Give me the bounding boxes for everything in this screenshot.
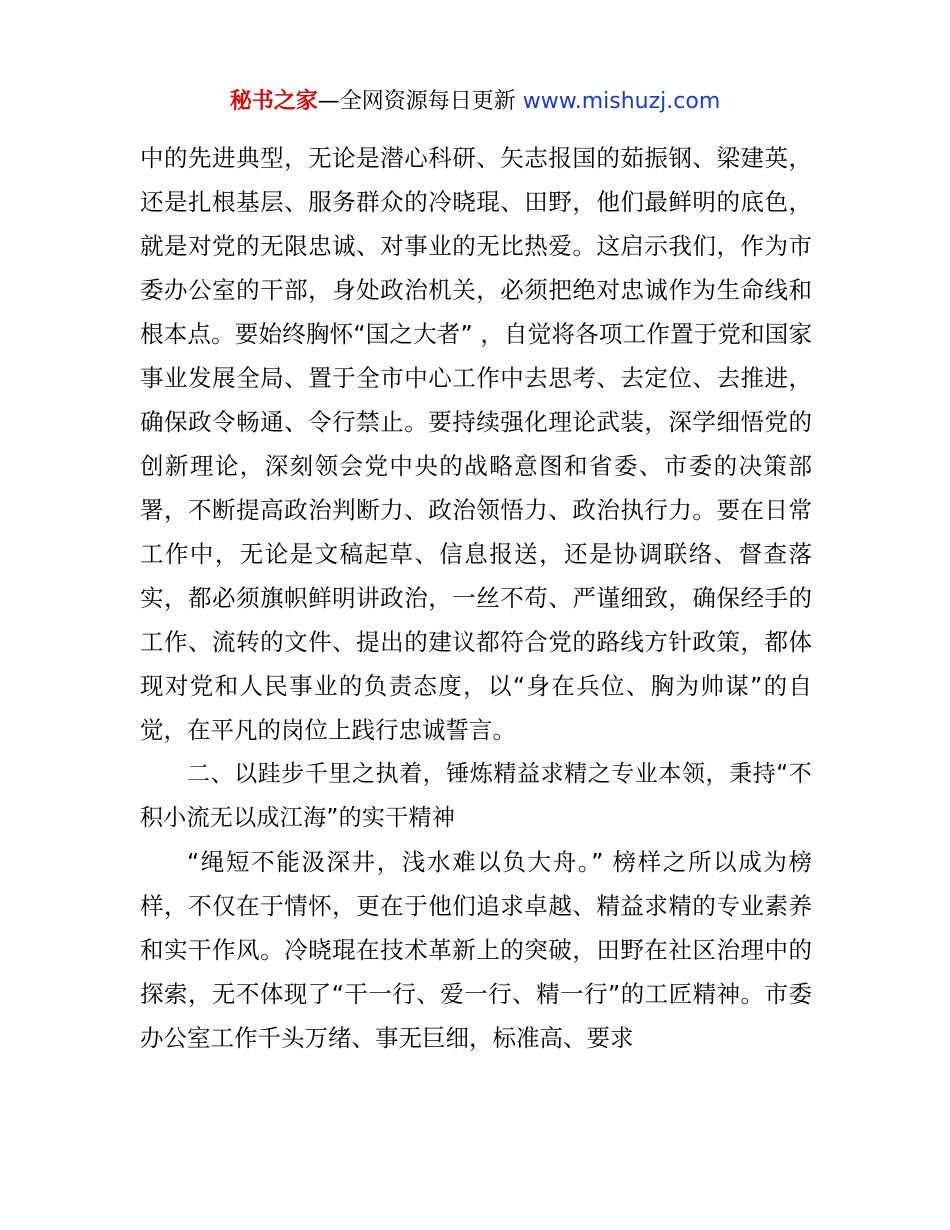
section-heading-2: 二、以跬步千里之执着，锤炼精益求精之专业本领，秉持“不积小流无以成江海”的实干精神: [140, 761, 812, 831]
brand-name: 秘书之家: [229, 89, 318, 114]
site-url-link[interactable]: www.mishuzj.com: [522, 89, 721, 114]
paragraph-loyalty: 中的先进典型，无论是潜心科研、矢志报国的茹振钢、梁建英，还是扎根基层、服务群众的冷晓琨、田野，他们最鲜明的底色，就是对党的无限忠诚、对事业的无比热爱。这启示我们，作为市委办公室的干部，身处政治机关，必须把绝对忠诚作为生命线和根本点。要始终胸怀“国之大者” ，自觉将各项工作置于党和国家事业发展全局、置于全市中心工作中去思考、去定位、去推进，确保政令畅通、令行禁止。要持续强化理论武装，深学细悟党的创新理论，深刻领会党中央的战略意图和省委、市委的决策部署，不断提高政治判断力、政治领悟力、政治执行力。要在日常工作中，无论是文稿起草、信息报送，还是协调联络、督查落实，都必须旗帜鲜明讲政治，一丝不苟、严谨细致，确保经手的工作、流转的文件、提出的建议都符合党的路线方针政策，都体现对党和人民事业的负责态度，以“身在兵位、胸为帅谋”的自觉，在平凡的岗位上践行忠诚誓言。: [140, 144, 812, 744]
site-header: [0, 87, 950, 117]
paragraph-professionalism: “绳短不能汲深井，浅水难以负大舟。” 榜样之所以成为榜样，不仅在于情怀，更在于他们追求卓越、精益求精的专业素养和实干作风。冷晓琨在技术革新上的突破，田野在社区治理中的探索，无不体现了“干一行、爱一行、精一行”的工匠精神。市委办公室工作千头万绪、事无巨细，标准高、要求: [140, 848, 812, 1052]
header-tagline: —全网资源每日更新: [317, 89, 523, 114]
document-body: [140, 136, 812, 1060]
